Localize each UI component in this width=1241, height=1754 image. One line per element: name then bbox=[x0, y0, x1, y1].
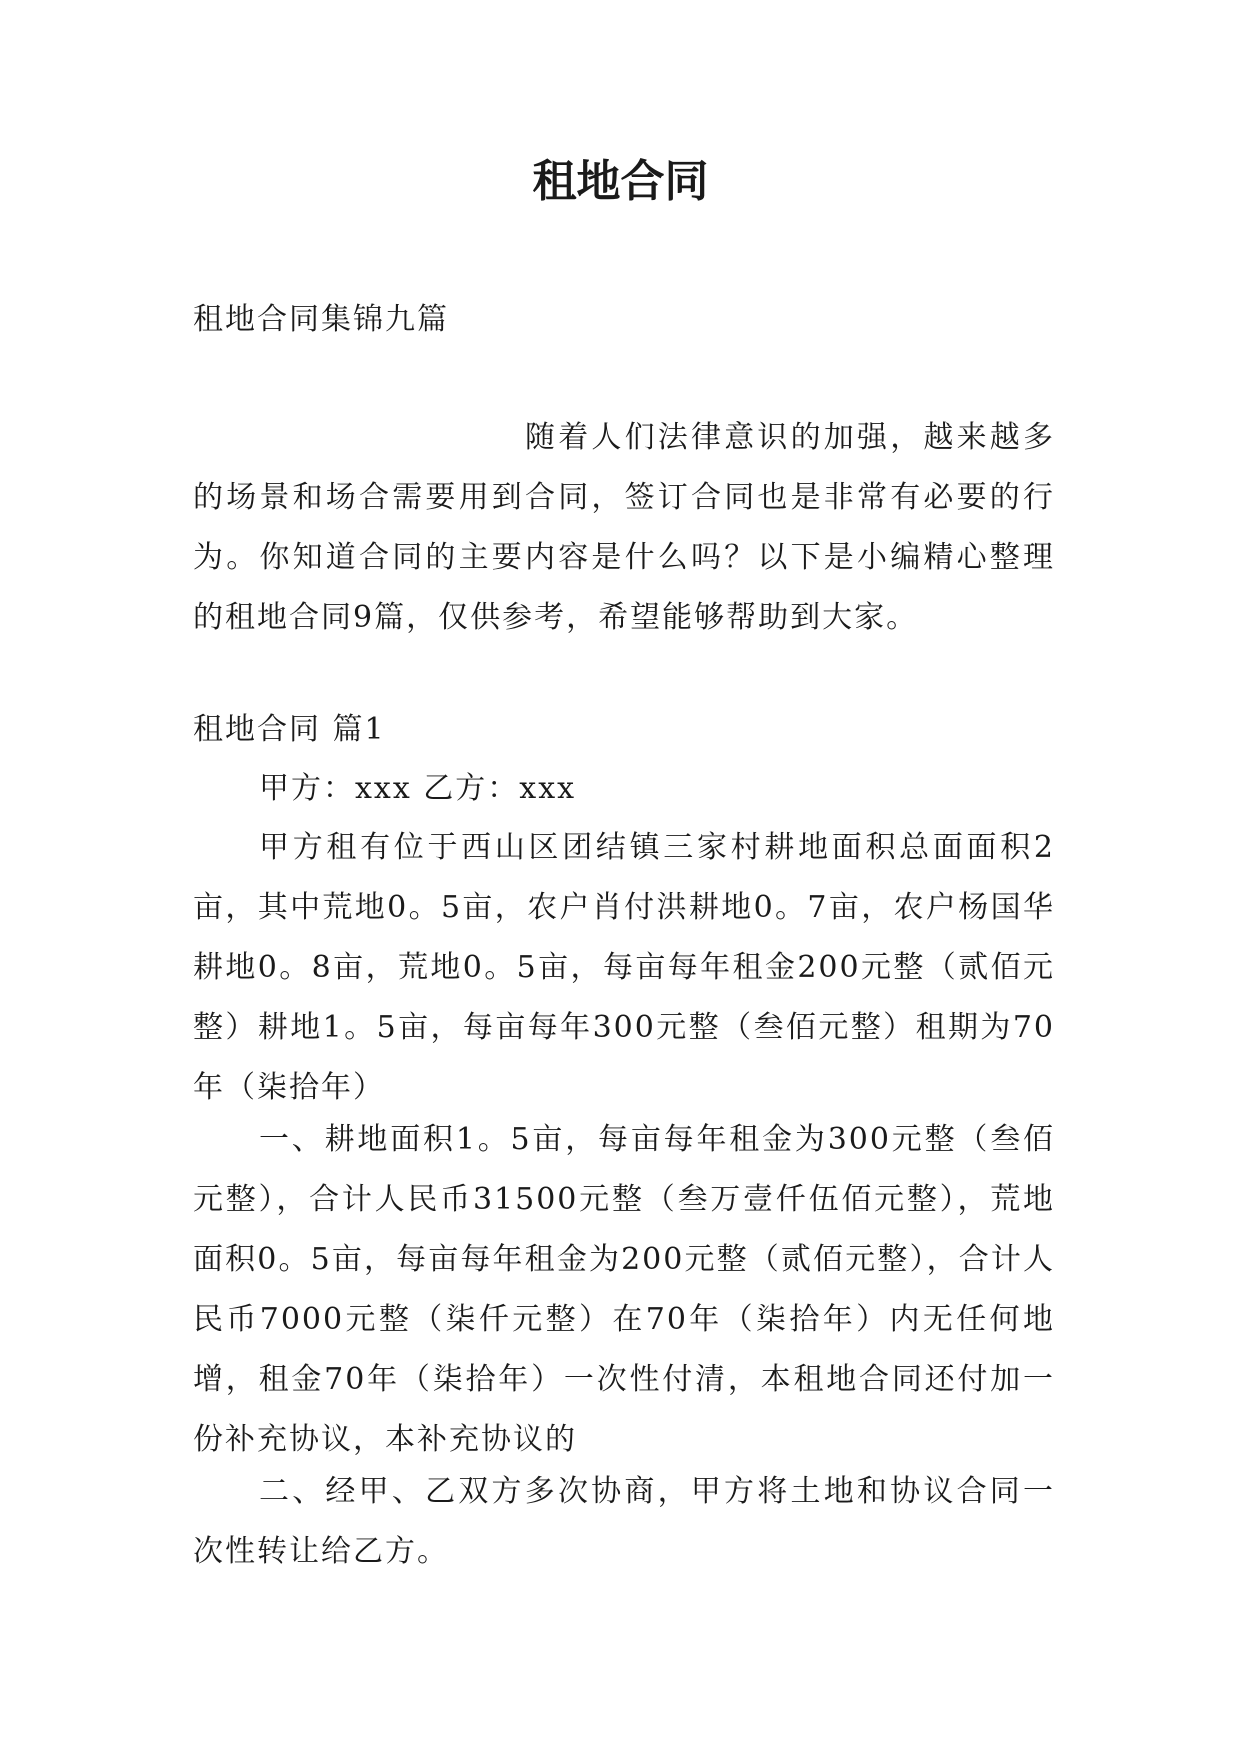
document-title: 租地合同 bbox=[532, 156, 709, 207]
clause-paragraph: 二、经甲、乙双方多次协商，甲方将土地和协议合同一次性转让给乙方。 bbox=[193, 1474, 1055, 1569]
intro-paragraph: 随着人们法律意识的加强，越来越多的场景和场合需要用到合同，签订合同也是非常有必要的行为。你知道合同的主要内容是什么吗？以下是小编精心整理的租地合同9篇，仅供参考，希望能够帮助到大家。 bbox=[193, 420, 1055, 635]
section-heading: 租地合同 篇1 bbox=[193, 712, 386, 747]
clause-paragraph: 一、耕地面积1。5亩，每亩每年租金为300元整（叁佰元整），合计人民币31500元整（叁万壹仟伍佰元整），荒地面积0。5亩，每亩每年租金为200元整（贰佰元整），合计人民币7000元整（柒仟元整）在70年（柒拾年）内无任何地增，租金70年（柒拾年）一次性付清，本租地合同还付加一份补充协议，本补充协议的 bbox=[193, 1122, 1055, 1457]
document-subtitle: 租地合同集锦九篇 bbox=[193, 302, 449, 337]
parties-line: 甲方：xxx 乙方：xxx bbox=[259, 771, 577, 806]
clause-paragraph: 甲方租有位于西山区团结镇三家村耕地面积总面面积2亩，其中荒地0。5亩，农户肖付洪耕地0。7亩，农户杨国华耕地0。8亩，荒地0。5亩，每亩每年租金200元整（贰佰元整）耕地1。5亩，每亩每年300元整（叁佰元整）租期为70年（柒拾年） bbox=[193, 830, 1055, 1105]
